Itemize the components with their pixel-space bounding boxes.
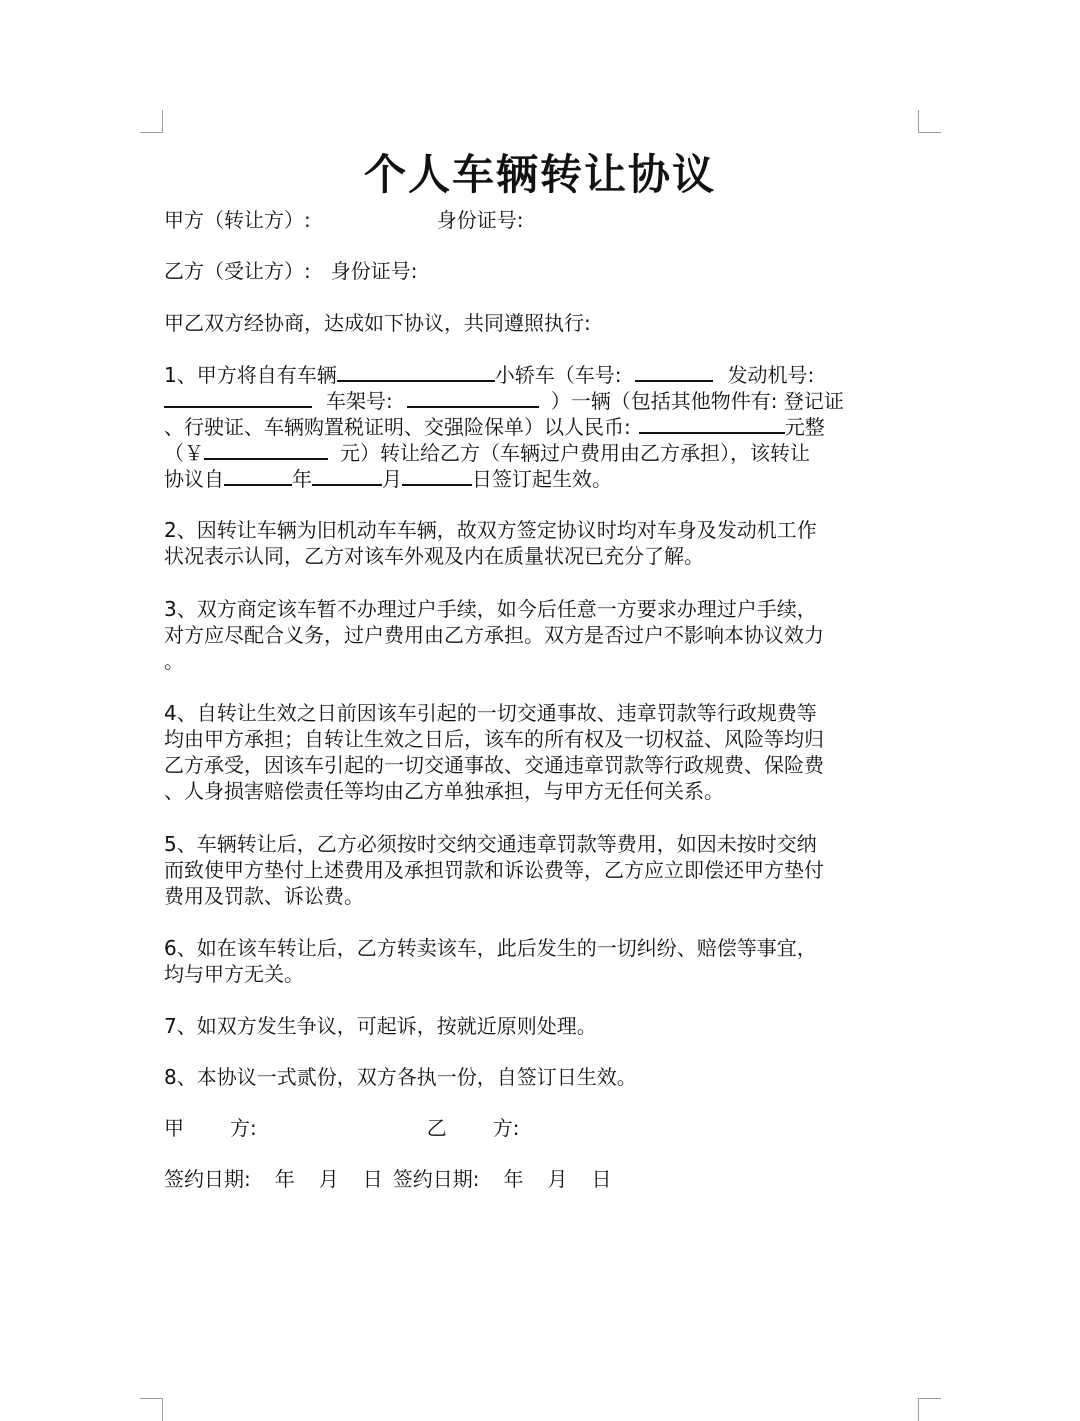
party-a-line bbox=[164, 207, 924, 233]
clause-5-line-3: 费用及罚款、诉讼费。 bbox=[164, 884, 364, 908]
engine-number-blank bbox=[164, 386, 312, 408]
clause-7: 7、如双方发生争议，可起诉，按就近原则处理。 bbox=[164, 1014, 597, 1038]
party-b-date-label: 签约日期: bbox=[392, 1167, 480, 1191]
clause-1-text: 发动机号: bbox=[727, 363, 815, 387]
clause-4-line-1: 4、自转让生效之日前因该车引起的一切交通事故、违章罚款等行政规费等 bbox=[164, 701, 817, 725]
party-a-id-label: 身份证号: bbox=[436, 208, 524, 232]
corner-mark-top-left bbox=[140, 110, 163, 133]
clause-1-line-2 bbox=[164, 386, 924, 414]
price-blank bbox=[639, 412, 785, 434]
sign-date-line bbox=[164, 1166, 924, 1192]
clause-4-line-3: 乙方承受，因该车引起的一切交通事故、交通违章罚款等行政规费、保险费 bbox=[164, 753, 824, 777]
plate-number-blank bbox=[635, 360, 713, 382]
clause-1-line-4 bbox=[164, 438, 924, 466]
document-title: 个人车辆转让协议 bbox=[363, 150, 716, 199]
clause-6-line-2: 均与甲方无关。 bbox=[164, 962, 304, 986]
party-a-date-month: 月 bbox=[318, 1167, 339, 1191]
party-b-date-day: 日 bbox=[591, 1167, 612, 1191]
clause-2-line-2: 状况表示认同，乙方对该车外观及内在质量状况已充分了解。 bbox=[164, 544, 704, 568]
party-b-sign-label: 方: bbox=[492, 1116, 520, 1140]
day-blank bbox=[402, 464, 472, 486]
clause-1-text: 元整 bbox=[784, 415, 825, 439]
party-b-date-month: 月 bbox=[547, 1167, 568, 1191]
clause-2-line-1: 2、因转让车辆为旧机动车车辆，故双方签定协议时均对车身及发动机工作 bbox=[164, 518, 817, 542]
clause-1-text: 月 bbox=[382, 467, 402, 491]
year-blank bbox=[224, 464, 292, 486]
frame-number-blank bbox=[407, 386, 539, 408]
clause-1-text: 1、甲方将自有车辆 bbox=[164, 363, 337, 387]
party-a-date-label: 签约日期: bbox=[164, 1167, 251, 1191]
clause-8: 8、本协议一式贰份，双方各执一份，自签订日生效。 bbox=[164, 1065, 637, 1089]
party-b-line bbox=[164, 258, 924, 284]
party-a-label: 甲方（转让方）: bbox=[164, 208, 311, 232]
signature-line bbox=[164, 1115, 924, 1141]
party-b-date-year: 年 bbox=[503, 1167, 524, 1191]
clause-1-line-3 bbox=[164, 412, 924, 440]
clause-4-line-2: 均由甲方承担；自转让生效之日后，该车的所有权及一切权益、风险等均归 bbox=[164, 727, 824, 751]
clause-3-line-2: 对方应尽配合义务，过户费用由乙方承担。双方是否过户不影响本协议效力 bbox=[164, 623, 824, 647]
clause-1-text: 协议自 bbox=[164, 467, 224, 491]
party-a-date-day: 日 bbox=[362, 1167, 383, 1191]
clause-1-line-1 bbox=[164, 360, 924, 388]
intro-text: 甲乙双方经协商，达成如下协议，共同遵照执行: bbox=[164, 311, 591, 335]
clause-1-text: （￥ bbox=[164, 441, 204, 465]
clause-1-text: 、行驶证、车辆购置税证明、交强险保单）以人民币: bbox=[164, 415, 631, 439]
party-b-id-label: 身份证号: bbox=[330, 259, 418, 283]
clause-1-text: 年 bbox=[292, 467, 312, 491]
party-b-label: 乙方（受让方）: bbox=[164, 259, 311, 283]
clause-3-line-3: 。 bbox=[164, 649, 184, 673]
clause-1-text: 小轿车（车号: bbox=[494, 363, 622, 387]
clause-3-line-1: 3、双方商定该车暂不办理过户手续，如今后任意一方要求办理过户手续， bbox=[164, 597, 817, 621]
corner-mark-bottom-left bbox=[140, 1398, 163, 1421]
clause-1-text: 车架号: bbox=[326, 389, 393, 413]
clause-1-text: 日签订起生效。 bbox=[472, 467, 612, 491]
party-a-date-year: 年 bbox=[274, 1167, 295, 1191]
party-a-sign-char: 甲 bbox=[164, 1116, 184, 1140]
clause-1-text: ）一辆（包括其他物件有: 登记证 bbox=[550, 389, 844, 413]
clause-5-line-1: 5、车辆转让后，乙方必须按时交纳交通违章罚款等费用，如因未按时交纳 bbox=[164, 832, 817, 856]
clause-4-line-4: 、人身损害赔偿责任等均由乙方单独承担，与甲方无任何关系。 bbox=[164, 779, 724, 803]
vehicle-blank bbox=[337, 360, 495, 382]
corner-mark-bottom-right bbox=[918, 1398, 941, 1421]
clause-5-line-2: 而致使甲方垫付上述费用及承担罚款和诉讼费等，乙方应立即偿还甲方垫付 bbox=[164, 858, 824, 882]
party-a-sign-label: 方: bbox=[230, 1116, 257, 1140]
corner-mark-top-right bbox=[918, 110, 941, 133]
clause-6-line-1: 6、如在该车转让后，乙方转卖该车，此后发生的一切纠纷、赔偿等事宜， bbox=[164, 936, 817, 960]
party-b-sign-char: 乙 bbox=[426, 1116, 447, 1140]
clause-1-line-5 bbox=[164, 464, 924, 492]
clause-1-text: 元）转让给乙方（车辆过户费用由乙方承担），该转让 bbox=[340, 441, 810, 465]
price-number-blank bbox=[204, 438, 328, 460]
month-blank bbox=[312, 464, 382, 486]
